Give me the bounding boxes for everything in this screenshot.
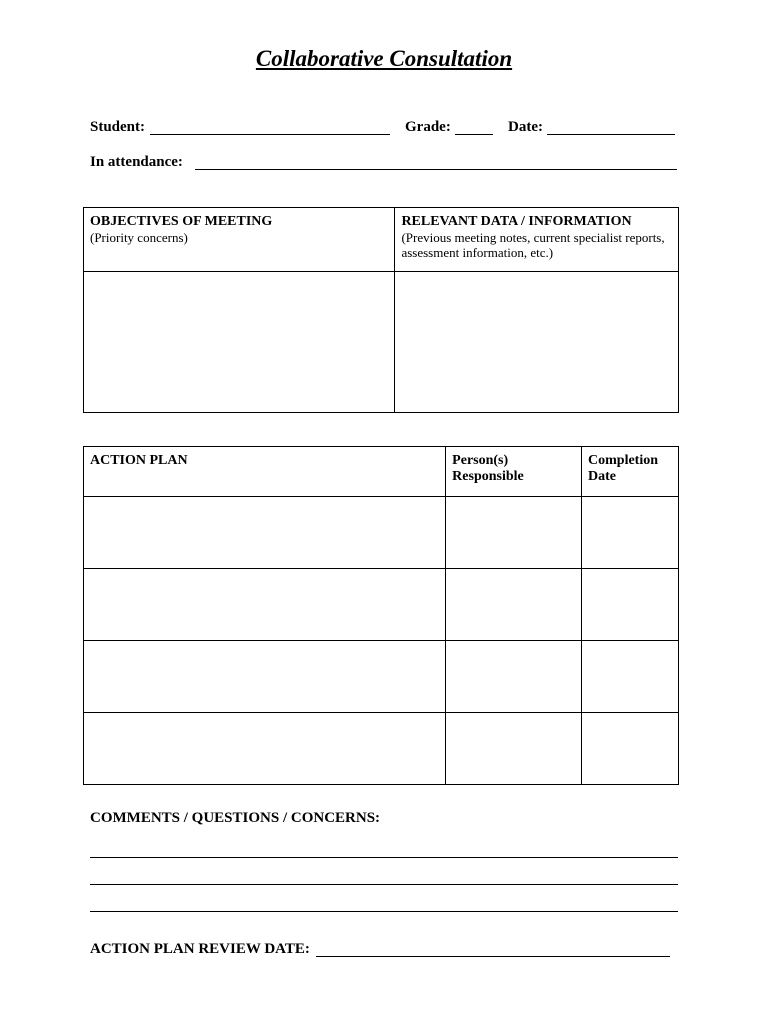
table-row bbox=[84, 641, 679, 713]
objectives-header-cell bbox=[84, 208, 395, 272]
data-heading: RELEVANT DATA / INFORMATION bbox=[401, 214, 632, 229]
completion-cell[interactable] bbox=[582, 713, 679, 785]
completion-cell[interactable] bbox=[582, 641, 679, 713]
meeting-table bbox=[83, 207, 679, 413]
person-cell[interactable] bbox=[446, 641, 582, 713]
data-header-cell bbox=[395, 208, 679, 272]
objectives-entry-cell[interactable] bbox=[84, 272, 395, 413]
comments-line-1[interactable] bbox=[90, 857, 678, 858]
person-header-cell bbox=[446, 447, 582, 497]
person-cell[interactable] bbox=[446, 497, 582, 569]
table-row bbox=[84, 497, 679, 569]
date-field[interactable] bbox=[547, 134, 675, 135]
attendance-field[interactable] bbox=[195, 169, 677, 170]
comments-label: COMMENTS / QUESTIONS / CONCERNS: bbox=[90, 810, 381, 826]
person-cell[interactable] bbox=[446, 713, 582, 785]
action-plan-table bbox=[83, 446, 679, 785]
grade-field[interactable] bbox=[455, 134, 493, 135]
action-cell[interactable] bbox=[84, 569, 446, 641]
review-date-label: ACTION PLAN REVIEW DATE: bbox=[90, 941, 310, 957]
review-date-field[interactable] bbox=[316, 956, 670, 957]
completion-heading-line2: Date bbox=[588, 469, 617, 484]
page-title: Collaborative Consultation bbox=[255, 46, 513, 71]
attendance-label: In attendance: bbox=[90, 154, 183, 170]
completion-cell[interactable] bbox=[582, 497, 679, 569]
person-heading-line1: Person(s) bbox=[452, 453, 509, 468]
completion-heading-line1: Completion bbox=[588, 453, 659, 468]
student-field[interactable] bbox=[150, 134, 390, 135]
data-entry-cell[interactable] bbox=[395, 272, 679, 413]
action-cell[interactable] bbox=[84, 641, 446, 713]
table-row bbox=[84, 569, 679, 641]
completion-cell[interactable] bbox=[582, 569, 679, 641]
action-plan-header-cell bbox=[84, 447, 446, 497]
student-label: Student: bbox=[90, 119, 146, 135]
action-cell[interactable] bbox=[84, 713, 446, 785]
completion-header-cell bbox=[582, 447, 679, 497]
data-subheading-line2: assessment information, etc.) bbox=[401, 245, 554, 260]
action-plan-heading: ACTION PLAN bbox=[90, 453, 188, 468]
objectives-heading: OBJECTIVES OF MEETING bbox=[90, 214, 273, 229]
comments-line-2[interactable] bbox=[90, 884, 678, 885]
data-subheading-line1: (Previous meeting notes, current specialist reports, bbox=[401, 230, 665, 245]
objectives-subheading: (Priority concerns) bbox=[90, 230, 188, 245]
person-heading-line2: Responsible bbox=[452, 469, 524, 484]
date-label: Date: bbox=[508, 119, 543, 135]
grade-label: Grade: bbox=[405, 119, 451, 135]
action-cell[interactable] bbox=[84, 497, 446, 569]
comments-line-3[interactable] bbox=[90, 911, 678, 912]
person-cell[interactable] bbox=[446, 569, 582, 641]
table-row bbox=[84, 713, 679, 785]
